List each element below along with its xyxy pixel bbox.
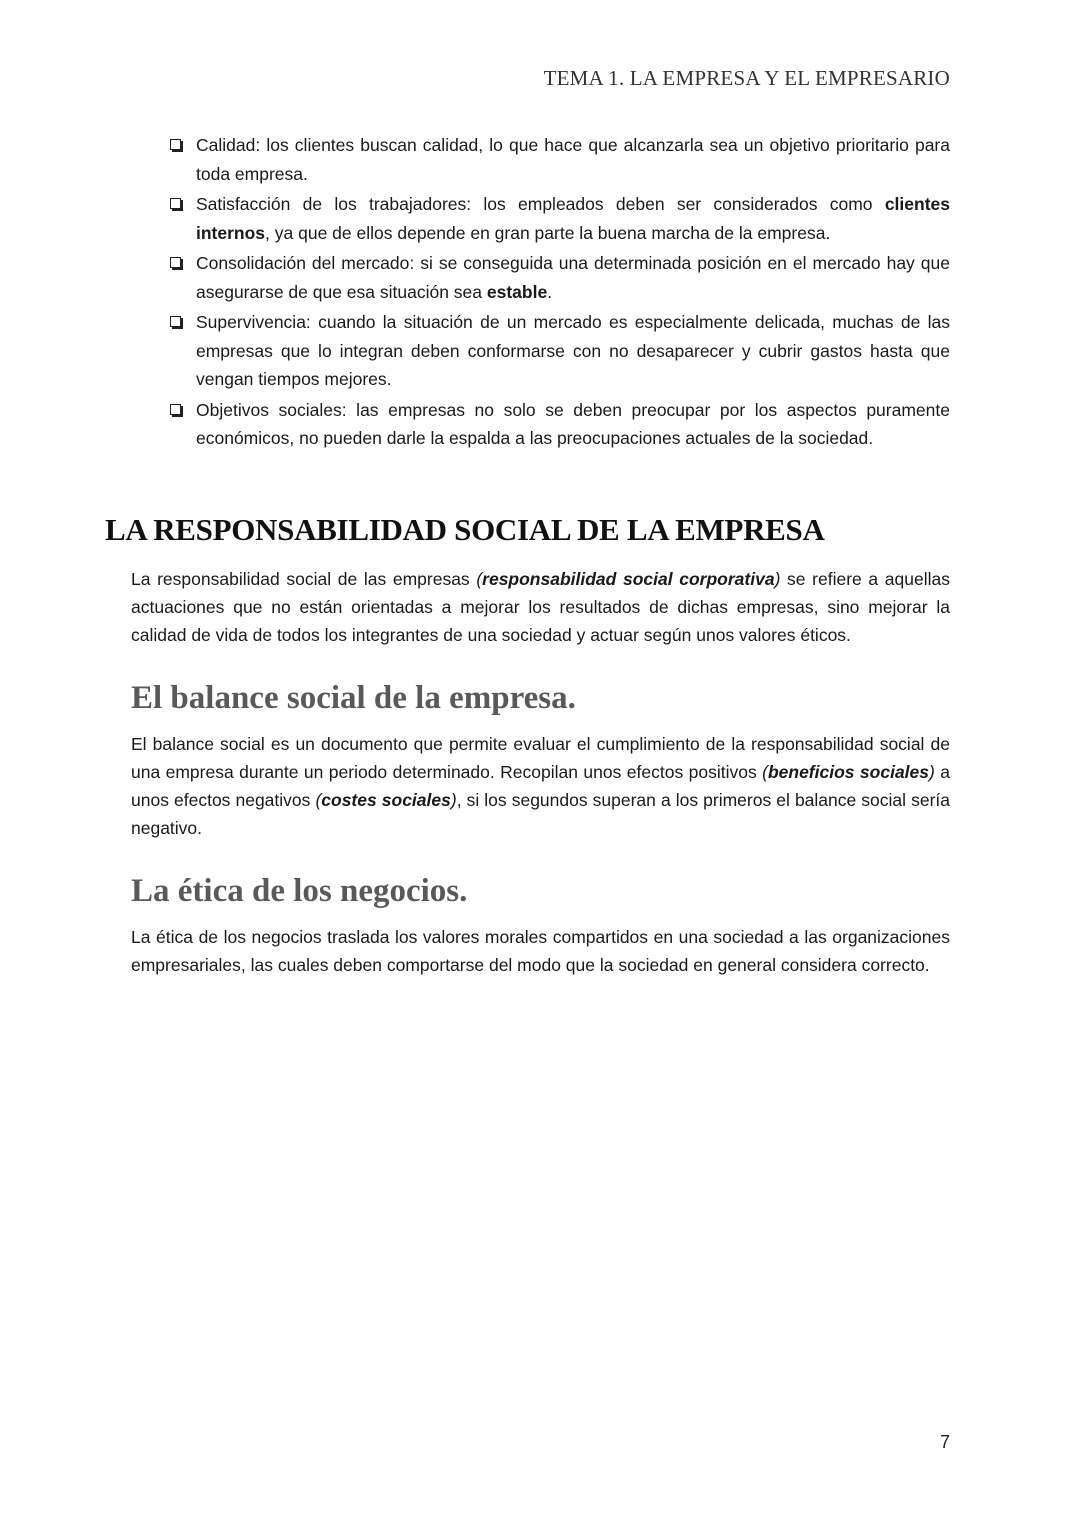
checkbox-bullet-icon bbox=[170, 257, 181, 268]
list-item: Satisfacción de los trabajadores: los empleados deben ser considerados como clientes internos, ya que de ellos depende en gran parte la buena marcha de la empresa. bbox=[168, 190, 950, 247]
etica-heading: La ética de los negocios. bbox=[131, 873, 468, 909]
checkbox-bullet-icon bbox=[170, 404, 181, 415]
list-item: Consolidación del mercado: si se conseguida una determinada posición en el mercado hay que asegurarse de que esa situación sea estable. bbox=[168, 249, 950, 306]
checkbox-bullet-icon bbox=[170, 316, 181, 327]
section-title: LA RESPONSABILIDAD SOCIAL DE LA EMPRESA bbox=[105, 512, 825, 547]
responsabilidad-paragraph: La responsabilidad social de las empresas (responsabilidad social corporativa) se refiere a aquellas actuaciones que no están orientadas a mejorar los resultados de dichas empresas, sino mejorar la calidad de vida de todos los integrantes de una sociedad y actuar según unos valores éticos. bbox=[131, 569, 950, 645]
balance-social-heading: El balance social de la empresa. bbox=[131, 680, 576, 716]
page-number: 7 bbox=[939, 1432, 950, 1452]
checkbox-bullet-icon bbox=[170, 139, 181, 150]
page-header: TEMA 1. LA EMPRESA Y EL EMPRESARIO bbox=[543, 66, 950, 90]
list-item: Supervivencia: cuando la situación de un mercado es especialmente delicada, muchas de las empresas que lo integran deben conformarse con no desaparecer y cubrir gastos hasta que vengan tiempos mejores. bbox=[168, 308, 950, 394]
etica-paragraph: La ética de los negocios traslada los valores morales compartidos en una sociedad a las organizaciones empresariales, las cuales deben comportarse del modo que la sociedad en general considera correcto. bbox=[131, 927, 950, 975]
checkbox-bullet-icon bbox=[170, 198, 181, 209]
objectives-list bbox=[168, 131, 950, 455]
list-item: Objetivos sociales: las empresas no solo se deben preocupar por los aspectos puramente económicos, no pueden darle la espalda a las preocupaciones actuales de la sociedad. bbox=[168, 396, 950, 453]
balance-social-paragraph: El balance social es un documento que permite evaluar el cumplimiento de la responsabilidad social de una empresa durante un periodo determinado. Recopilan unos efectos positivos (beneficios sociales) a unos efectos negativos (costes sociales), si los segundos superan a los primeros el balance social sería negativo. bbox=[131, 734, 951, 838]
list-item: Calidad: los clientes buscan calidad, lo que hace que alcanzarla sea un objetivo prioritario para toda empresa. bbox=[168, 131, 950, 188]
